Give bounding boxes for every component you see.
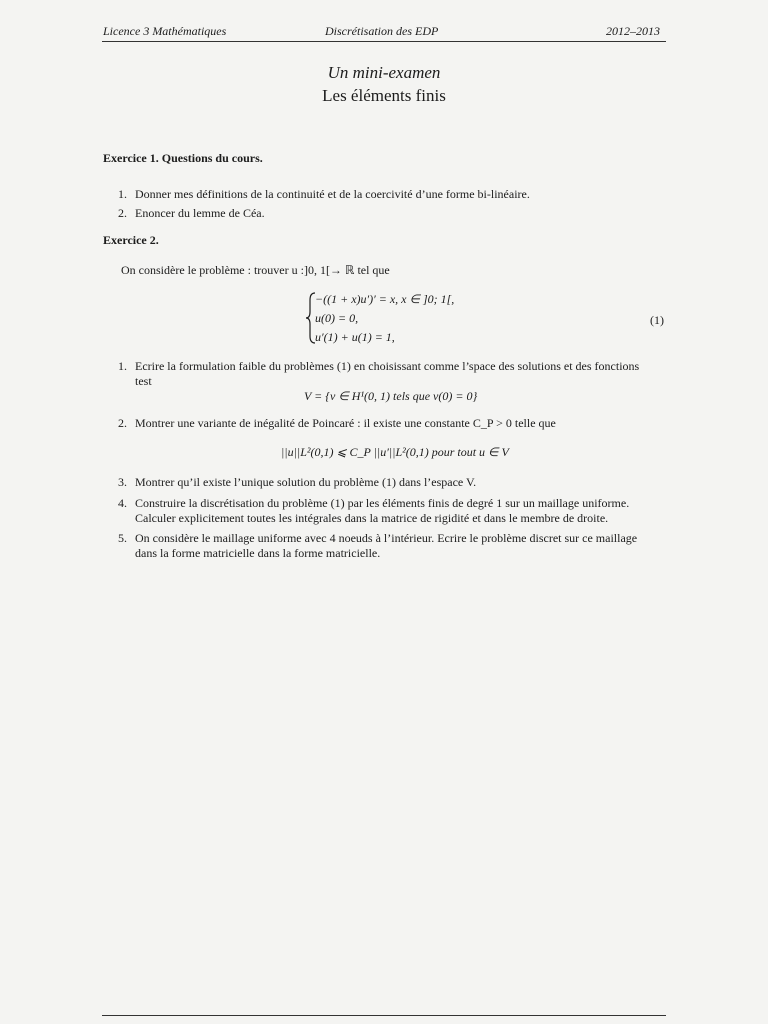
system-line2: u(0) = 0, [315, 311, 359, 325]
ex1-item1-number: 1. [118, 187, 127, 201]
ex2-item1-text: Ecrire la formulation faible du problèmes (1) en choisissant comme l’space des solutions et des fonctions [135, 359, 640, 373]
header-subject: Discrétisation des EDP [325, 24, 439, 38]
ex2-item4-text: Construire la discrétisation du problème (1) par les éléments finis de degré 1 sur un maillage uniforme. [135, 496, 630, 510]
ex1-item1-text: Donner mes définitions de la continuité et de la coercivité d’une forme bi-linéaire. [135, 187, 530, 201]
exercise2-heading: Exercice 2. [103, 233, 159, 247]
ex2-item2-poincare: ||u||L²(0,1) ⩽ C_P ||u′||L²(0,1) pour tout u ∈ V [281, 445, 509, 459]
ex2-item1-space-def: V = {v ∈ H¹(0, 1) tels que v(0) = 0} [304, 389, 478, 403]
ex2-item1-number: 1. [118, 359, 127, 373]
equation-label: (1) [650, 313, 664, 327]
exercise1-heading: Exercice 1. Questions du cours. [103, 151, 263, 165]
ex2-item5-number: 5. [118, 531, 127, 545]
page-title: Un mini-examen [327, 63, 441, 82]
ex2-item4-number: 4. [118, 496, 127, 510]
system-line3: u′(1) + u(1) = 1, [315, 330, 395, 344]
ex2-item1-text-cont: test [135, 374, 152, 388]
footer-rule [102, 1015, 666, 1016]
ex2-item2-text: Montrer une variante de inégalité de Poincaré : il existe une constante C_P > 0 telle que [135, 416, 556, 430]
page-subtitle: Les éléments finis [322, 86, 446, 105]
ex1-item2-text: Enoncer du lemme de Céa. [135, 206, 265, 220]
ex2-item4-text-cont: Calculer explicitement toutes les intégrales dans la matrice de rigidité et dans le membre de droite. [135, 511, 609, 525]
ex2-item5-text-cont: dans la forme matricielle dans la forme matricielle. [135, 546, 381, 560]
ex2-item3-number: 3. [118, 475, 127, 489]
ex1-item2-number: 2. [118, 206, 127, 220]
ex2-intro: On considère le problème : trouver u :]0, 1[→ ℝ tel que [121, 263, 390, 277]
system-line1: −((1 + x)u′)′ = x, x ∈ ]0; 1[, [315, 292, 455, 306]
header-year: 2012–2013 [606, 24, 660, 38]
header-rule [102, 41, 666, 42]
ex2-item2-number: 2. [118, 416, 127, 430]
ex2-item3-text: Montrer qu’il existe l’unique solution du problème (1) dans l’espace V. [135, 475, 477, 489]
header-course: Licence 3 Mathématiques [103, 24, 227, 38]
ex2-item5-text: On considère le maillage uniforme avec 4 noeuds à l’intérieur. Ecrire le problème discret sur ce maillage [135, 531, 638, 545]
